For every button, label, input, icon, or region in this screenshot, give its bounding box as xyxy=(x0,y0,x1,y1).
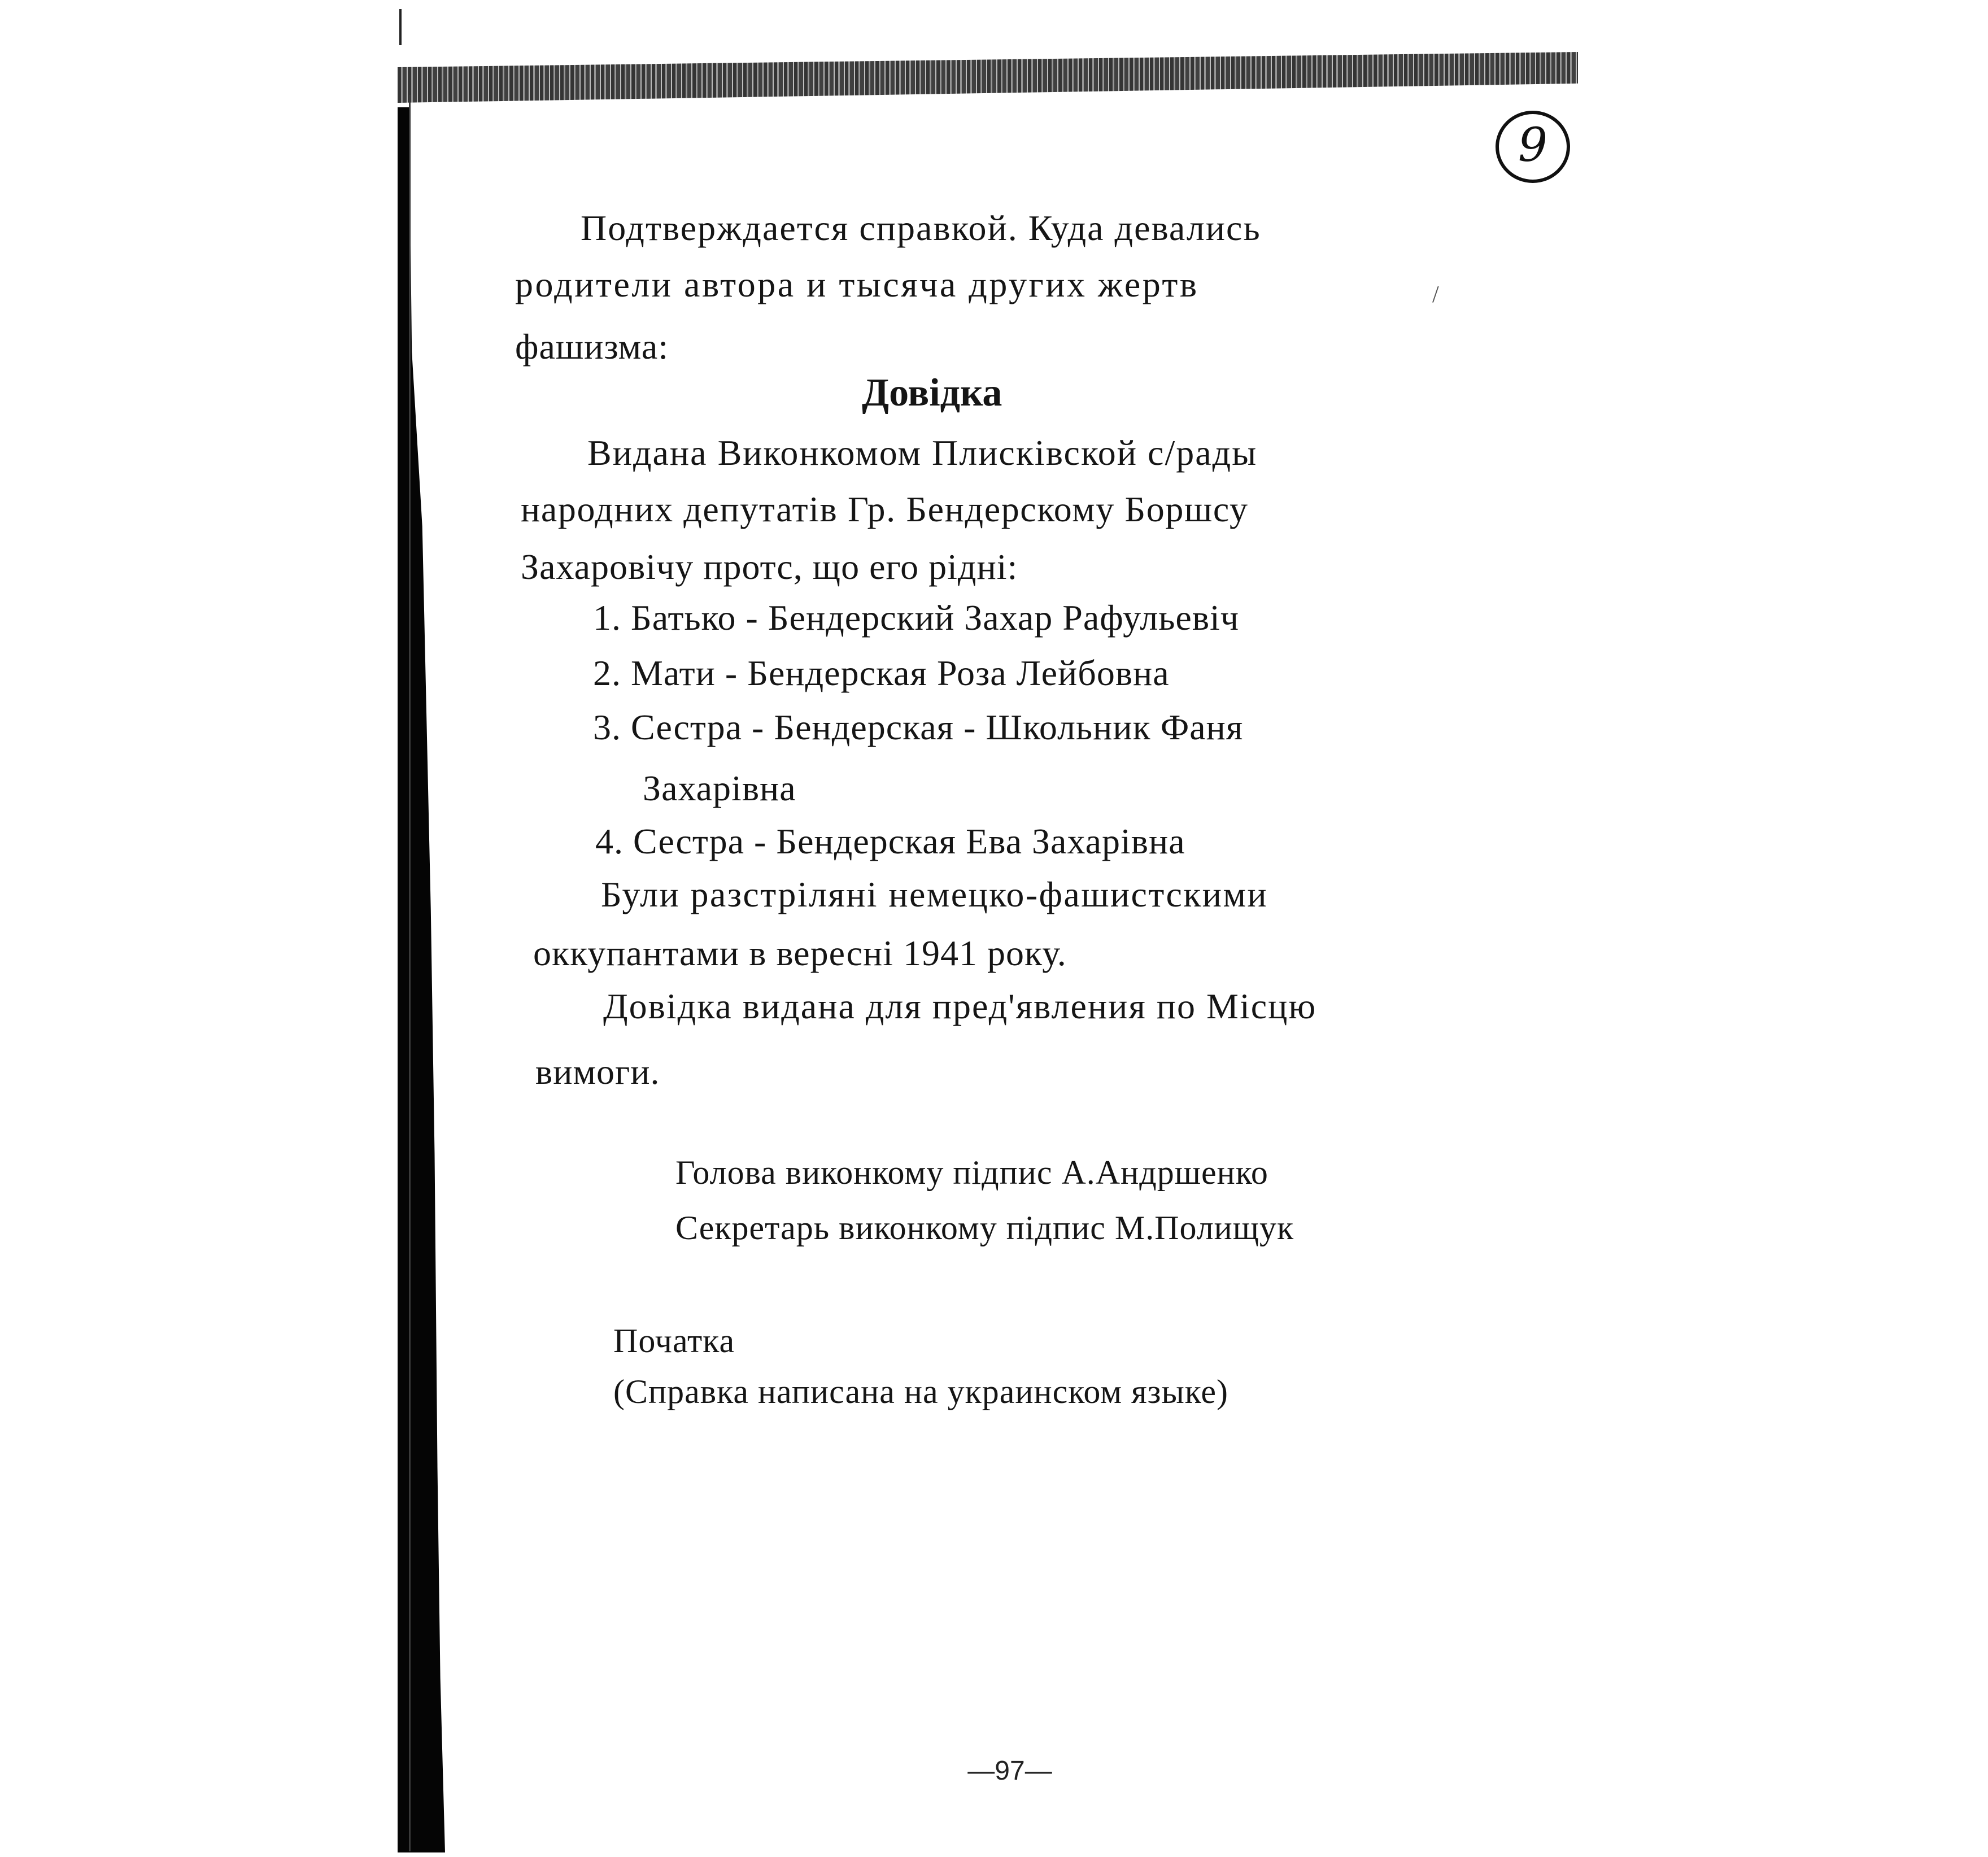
signature-line: Голова виконкому підпис А.Андршенко xyxy=(675,1154,1268,1191)
page-number: —97— xyxy=(967,1756,1052,1786)
margin-mark: / xyxy=(1432,282,1439,308)
purpose-line: вимоги. xyxy=(535,1052,660,1092)
intro-line: родители автора и тысяча других жертв xyxy=(515,264,1199,304)
relative-list-item: 1. Батько - Бендерский Захар Рафульевіч xyxy=(593,598,1239,638)
certificate-intro-line: Захаровічу протс, що его рідні: xyxy=(521,547,1018,587)
scan-edge-tick xyxy=(399,9,402,45)
handwritten-page-number: 9 xyxy=(1496,111,1570,183)
language-note: (Справка написана на украинском языке) xyxy=(613,1373,1229,1410)
signature-line: Секретарь виконкому підпис М.Полищук xyxy=(675,1209,1294,1246)
statement-line: оккупантами в вересні 1941 року. xyxy=(533,933,1067,973)
certificate-title: Довідка xyxy=(862,371,1002,415)
relative-list-item: Захарівна xyxy=(643,768,796,808)
certificate-intro-line: народних депутатів Гр. Бендерскому Боршсу xyxy=(521,489,1249,529)
relative-list-item: 2. Мати - Бендерская Роза Лейбовна xyxy=(593,653,1170,693)
relative-list-item: 3. Сестра - Бендерская - Школьник Фаня xyxy=(593,707,1244,747)
certificate-intro-line: Видана Виконкомом Плисківской с/рады xyxy=(587,433,1258,473)
relative-list-item: 4. Сестра - Бендерская Ева Захарівна xyxy=(595,821,1185,861)
intro-line: фашизма: xyxy=(515,326,669,367)
purpose-line: Довідка видана для пред'явления по Місцю xyxy=(603,986,1317,1026)
seal-label: Початка xyxy=(613,1322,735,1359)
scan-left-edge-line xyxy=(409,95,411,1851)
statement-line: Були разстріляні немецко-фашистскими xyxy=(601,874,1268,914)
intro-line: Подтверждается справкой. Куда девались xyxy=(581,208,1261,248)
